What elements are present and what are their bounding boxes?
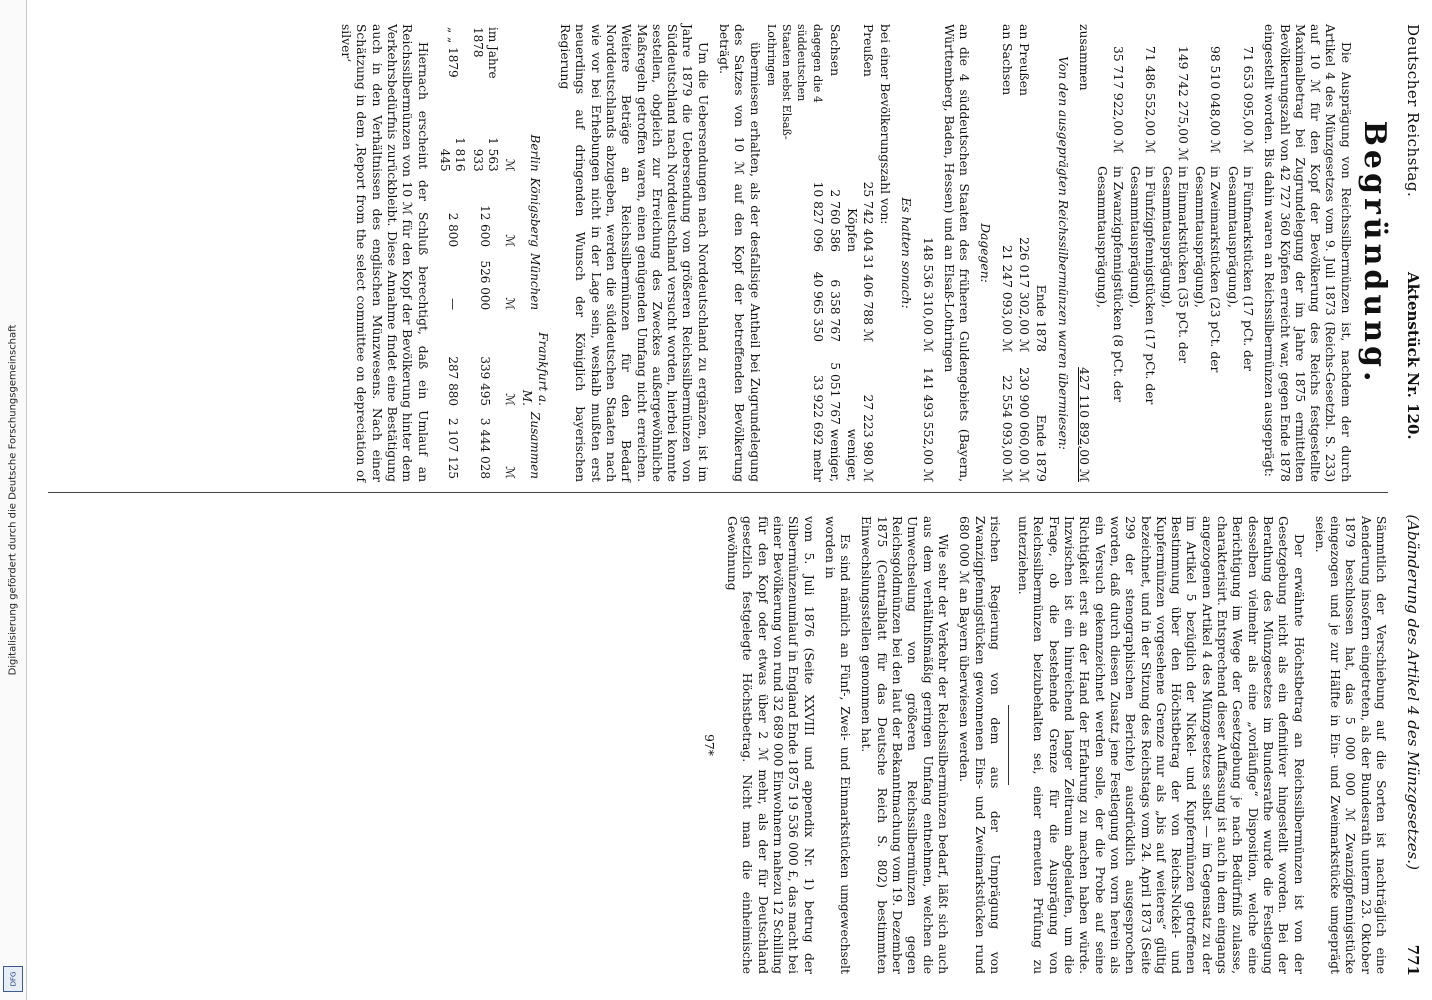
mint-row: 35 717 922,00 ℳ in Zwanzigpfennigstücken (8 pCt. der Gesammtausprägung), xyxy=(1095,46,1125,402)
dfg-logo-text: DFG xyxy=(9,971,17,987)
exchange-table-units: ℳ ℳ ℳ ℳ ℳ xyxy=(503,158,518,479)
page-footer-number: 97* xyxy=(701,734,716,756)
population-row: Preußen 25 742 404 Köpfen 31 406 788 ℳ 27 223 980 ℳ weniger, xyxy=(845,24,875,482)
table-row: „ „ 1879 1 816 445 2 800 — 287 880 2 107 125 xyxy=(437,27,468,479)
digitization-sidebar xyxy=(0,0,27,1000)
digitization-note: Digitalisierung gefördert durch die Deutsche Forschungsgemeinschaft xyxy=(7,324,19,676)
document-number: Aktenstück Nr. 120. xyxy=(1404,271,1422,440)
paragraph: Der erwähnte Höchstbetrag an Reichssilbermünzen ist von der Gesetzgebung nicht als ein definitiver hingestellt worden. Bei der Berathung des Münzgesetzes im Bundesrathe wurde die Festlegung desselben vielmehr als eine „vorläufige“ Disposition, welche eine Berichtigung im Wege der Gesetzgebung je nach Bedürfniß zulasse, charakterisirt. Entsprechend dieser Auffassung ist auch in dem eingangs angezogenen Artikel 4 des Münzgesetzes selbst — im Gegensatz zu der im Artikel 5 bezüglich der Nickel- und Kupfermünzen getroffenen Bestimmung über den Höchstbetrag der von Reichs-Nickel- und Kupfermünzen vorgesehene Grenze nur als „bis auf weiteres“ gültig bezeichnet, und in der Sitzung des Reichstags vom 24. April 1873 (Seite 299 der stenographischen Berichte) ausdrücklich ausgesprochen worden, daß durch diesen Zusatz jene Festlegung von vorn herein als ein Versuch gekennzeichnet werden solle, der die Probe auf seine Richtigkeit erst an der Hand der Erfahrung zu machen haben würde. Inzwischen ist ein hinreichend langer Zeitraum abgelaufen, um die Frage, ob die bestehende Grenze für die Ausprägung von Reichssilbermünzen beizubehalten sei, einer erneuten Prüfung zu unterziehen. xyxy=(1016,516,1306,974)
south-states-text: an die 4 süddeutschen Staaten des früheren Guldengebiets (Bayern, Württemberg, Baden, Hessen) und an Elsaß-Lothringen xyxy=(941,24,972,482)
left-column xyxy=(332,24,1392,482)
population-heading: bei einer Bevölkerungszahl von: xyxy=(877,24,892,225)
transfer-heading: Von den ausgeprägten Reichssilbermünzen waren übermiesen: xyxy=(1055,56,1070,450)
publication-name: Deutscher Reichstag. xyxy=(1404,24,1422,198)
table-row: im Jahre 1878 1 563 933 12 600 526 000 339 495 3 444 028 xyxy=(470,27,500,479)
document-title: Begründung. xyxy=(1357,120,1392,386)
dfg-logo xyxy=(3,966,23,992)
column-divider xyxy=(48,492,1388,493)
running-header xyxy=(1390,24,1422,976)
paragraph: Sämmtlich der Verschiebung auf die Sorten ist nachträglich eine Aenderung insofern eingetreten, als der Bundesrath unterm 23. Oktober 1879 beschlossen hat, das 5 000 000 ℳ Zwanzigpfennigstücke eingezogen und je zur Hälfte in Ein- und Zweimarkstücke umgeprägt seien. xyxy=(1312,516,1388,974)
population-row: Sachsen 2 760 586 6 358 767 5 051 767 weniger, xyxy=(828,24,843,482)
mint-row: 149 742 275,00 ℳ in Einmarkstücken (35 pCt. der Gesammtausprägung), xyxy=(1160,46,1190,363)
exchange-table xyxy=(436,24,551,482)
exchange-table-header: Berlin Königsberg München Frankfurt a. M. Zusammen xyxy=(520,134,550,479)
paragraph: übermiesen erhalten, als der desfallsige Antheil bei Zugrundelegung des Satzes von 10 ℳ auf den Kopf der betreffenden Bevölkerung beträgt. xyxy=(717,24,762,482)
paragraph: rischen Regierung von dem aus der Umprägung von Zwanzigpfennigstücken gewonnenen Eins- und Zweimarkstücken rund 680 000 ℳ an Bayern überwiesen werden. xyxy=(957,516,1002,974)
right-column xyxy=(701,516,1388,974)
mint-total xyxy=(1076,24,1091,482)
paragraph: Hiernach erscheint der Schluß berechtigt, daß ein Umlauf an Reichssilbermünzen von 10 ℳ für den Kopf der Bevölkerung hinter dem Verkehrsbedürfnis zurückbleibt. Diese Annahme findet eine Bestätigung auch in den Verhältnissen des englischen Münzwesens. Nach einer Schätzung in dem ‚Report from the select committee on depreciation of silver‘ xyxy=(339,24,430,482)
population-row: dagegen die 4 süddeutschen Staaten nebst Elsaß-Lothringen 10 827 096 40 965 350 33 922 692 mehr xyxy=(764,24,825,482)
mint-row: 98 510 048,00 ℳ in Zweimarkstücken (23 pCt. der Gesammtausprägung), xyxy=(1193,46,1223,373)
es-hatten-label: Es hatten sonach: xyxy=(899,197,914,309)
rotated-document-page xyxy=(32,0,1432,1000)
transfer-row: an Sachsen 21 247 093,00 ℳ 22 554 093,00 ℳ xyxy=(999,24,1014,482)
transfer-row: an Preußen 226 017 302,00 ℳ 230 900 060,00 ℳ xyxy=(1017,24,1032,482)
paragraph: Es sind nämlich an Fünf-, Zwei- und Einmarkstücken umgewechselt worden in xyxy=(822,516,853,974)
paragraph: vom 5. Juli 1876 (Seite XXVIII und appendix Nr. 1) betrug der Silbermünzenumlauf in England Ende 1875 19 536 000 £, das macht bei einer Bevölkerung von rund 32 689 000 Einwohnern nahezu 12 Schilling für den Kopf oder etwas über 2 ℳ mehr, als der für Deutschland gesetzlich festgelegte Höchstbetrag. Nicht man die einheimische Gewöhnung xyxy=(725,516,816,974)
south-states-values: 148 536 310,00 ℳ 141 493 552,00 ℳ xyxy=(920,237,935,482)
dagegen-label: Dagegen: xyxy=(978,223,993,283)
mint-row: 71 653 095,00 ℳ in Fünfmarkstücken (17 pCt. der Gesammtausprägung), xyxy=(1225,46,1255,372)
mint-row: 71 486 552,00 ℳ in Fünfzigpfennigstücken (17 pCt. der Gesammtausprägung), xyxy=(1127,46,1158,405)
transfer-col-headers: Ende 1878 Ende 1879 xyxy=(1034,284,1049,482)
total-label: zusammen xyxy=(1076,24,1091,91)
page-number: 771 xyxy=(1404,944,1422,976)
mint-list xyxy=(1094,24,1255,482)
total-amount: 427 110 892,00 ℳ xyxy=(1076,367,1091,482)
paragraph: Die Ausprägung von Reichssilbermünzen ist, nachdem der durch Artikel 4 des Münzgesetzes vom 9. Juli 1873 (Reichs-Gesetzbl. S. 233) auf 10 ℳ für den Kopf der Bevölkerung des Reichs festgestellte Maximalbetrag bei Zugrundelegung der im Jahre 1875 ermittelten Bevölkerungszahl von 42 727 360 Köpfen erreicht war, gegen Ende 1878 eingestellt worden. Bis dahin waren an Reichssilbermünzen ausgeprägt: xyxy=(1262,24,1353,482)
section-title: (Abänderung des Artikel 4 des Münzgesetzes.) xyxy=(1404,514,1422,870)
paragraph: Um die Uebersendungen nach Norddeutschland zu ergänzen, ist im Jahre 1879 die Uebersendung von größeren Reichssilbermünzen von Süddeutschland nach Norddeutschland versucht worden, hierbei konnte sestellen, obgleich zur Erreichung des Zweckes außergewöhnliche Maßregeln getroffen waren, einen genügenden Umfang nicht erreichen. Weitere Beträge an Reichssilbermünzen für den Bedarf Norddeutschlands abzugeben, werden die süddeutschen Staaten nach wie vor bei Erhebungen nicht in der Lage sein, weshalb mußten erst neuerdings auf dringenden Wunsch der Königlich bayerischen Regierung xyxy=(558,24,710,482)
section-rule xyxy=(1008,705,1009,785)
paragraph: Wie sehr der Verkehr der Reichssilbermünzen bedarf, läßt sich auch aus dem verhältnißmäßig geringen Umfang entnehmen, welchen die Umwechselung von größeren Reichssilbermünzen gegen Reichsgoldmünzen bei den laut der Bekanntmachung vom 19. Dezember 1875 (Centralblatt für das Deutsche Reich S. 802) bestimmten Einwechslungsstellen genommen hat. xyxy=(859,516,950,974)
